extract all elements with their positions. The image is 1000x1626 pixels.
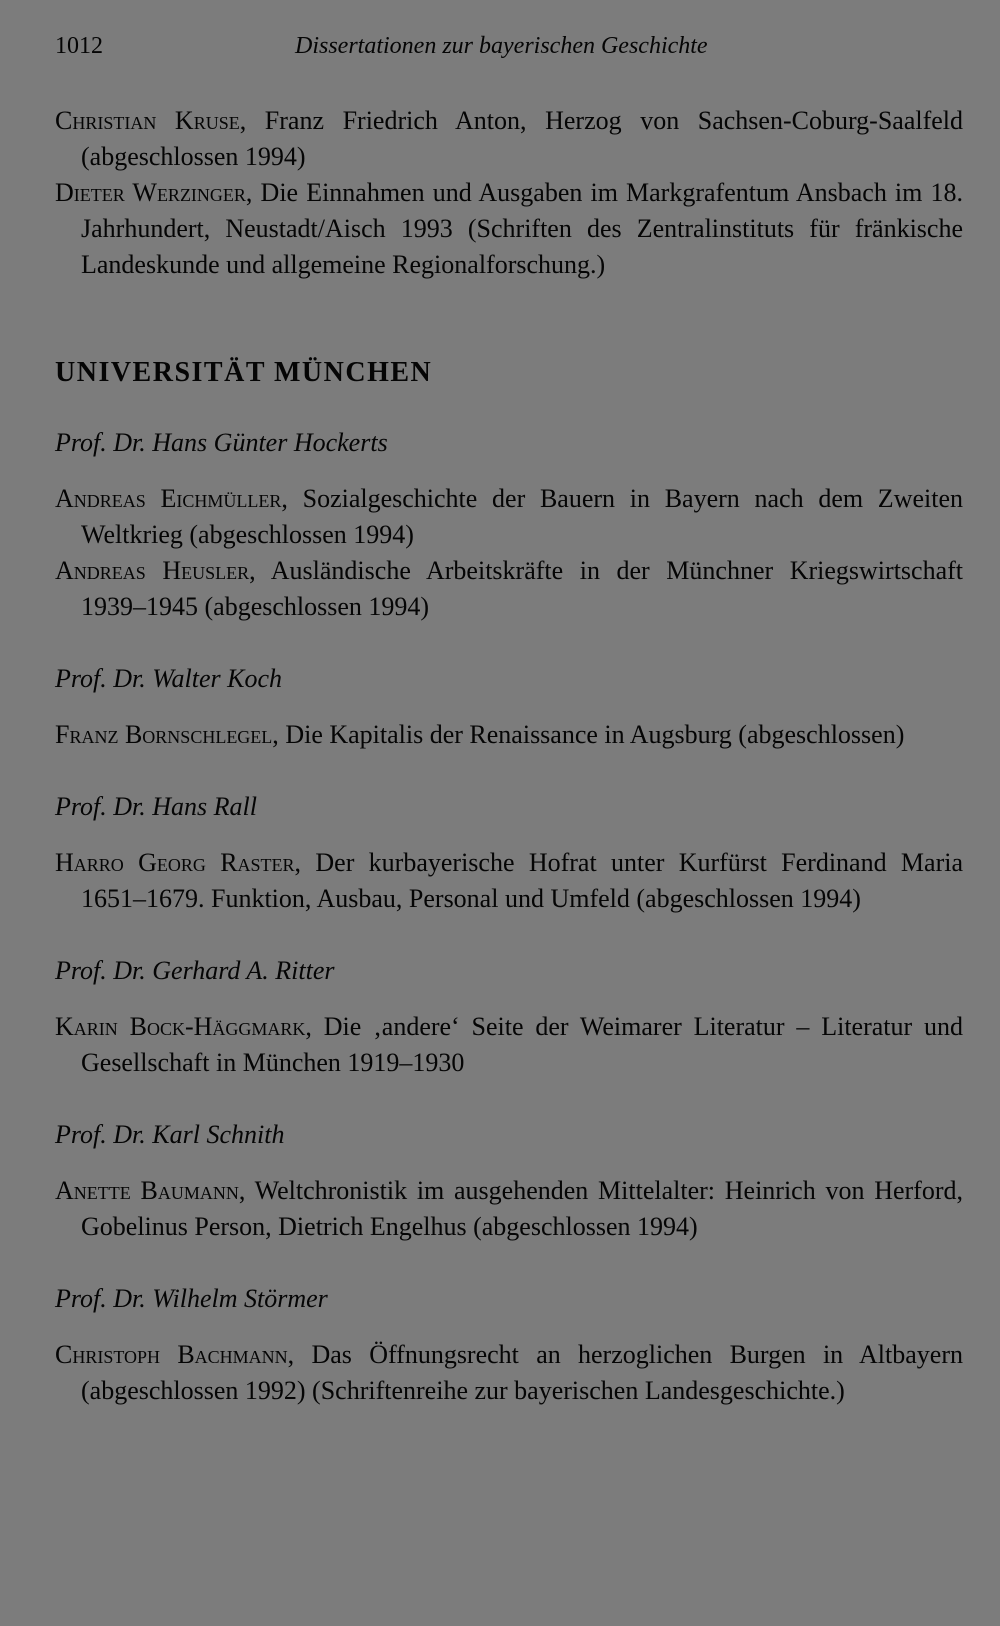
advisor-heading: Prof. Dr. Walter Koch bbox=[55, 664, 283, 693]
bibliography-entry bbox=[55, 845, 963, 917]
running-head bbox=[55, 33, 965, 69]
bibliography-entry bbox=[55, 1173, 963, 1245]
page-number: 1012 bbox=[55, 33, 103, 59]
running-title: Dissertationen zur bayerischen Geschichte bbox=[295, 33, 708, 59]
entry-author: Dieter Werzinger, bbox=[55, 178, 253, 207]
entry-title: Franz Friedrich Anton, Herzog von Sachsen-Coburg-Saalfeld (abgeschlossen 1994) bbox=[81, 106, 963, 171]
entry-author: Christoph Bachmann, bbox=[55, 1340, 295, 1369]
page-content bbox=[55, 103, 963, 1409]
entry-author: Karin Bock-Häggmark, bbox=[55, 1012, 312, 1041]
entry-title: Sozialgeschichte der Bauern in Bayern nach dem Zweiten Weltkrieg (abgeschlossen 1994) bbox=[81, 484, 963, 549]
bibliography-entry bbox=[55, 1009, 963, 1081]
advisor-heading: Prof. Dr. Karl Schnith bbox=[55, 1120, 285, 1149]
entry-author: Andreas Eichmüller, bbox=[55, 484, 288, 513]
entry-author: Harro Georg Raster, bbox=[55, 848, 302, 877]
entry-title: Der kurbayerische Hofrat unter Kurfürst Ferdinand Maria 1651–1679. Funktion, Ausbau, Personal und Umfeld (abgeschlossen 1994) bbox=[81, 848, 963, 913]
entry-title: Ausländische Arbeitskräfte in der Münchner Kriegswirtschaft 1939–1945 (abgeschlossen 1994) bbox=[81, 556, 963, 621]
entry-author: Franz Bornschlegel, bbox=[55, 720, 279, 749]
entry-title: Die Einnahmen und Ausgaben im Markgrafentum Ansbach im 18. Jahrhundert, Neustadt/Aisch 1993 (Schriften des Zentralinstituts für fränkische Landeskunde und allgemeine Regionalforschung.) bbox=[81, 178, 963, 279]
advisor-heading: Prof. Dr. Hans Günter Hockerts bbox=[55, 428, 388, 457]
entry-title: Das Öffnungsrecht an herzoglichen Burgen in Altbayern (abgeschlossen 1992) (Schriftenreihe zur bayerischen Landesgeschichte.) bbox=[81, 1340, 963, 1405]
entry-author: Christian Kruse, bbox=[55, 106, 247, 135]
entry-title: Weltchronistik im ausgehenden Mittelalter: Heinrich von Herford, Gobelinus Person, Dietrich Engelhus (abgeschlossen 1994) bbox=[81, 1176, 963, 1241]
advisor-heading: Prof. Dr. Wilhelm Störmer bbox=[55, 1284, 328, 1313]
bibliography-entry bbox=[55, 481, 963, 553]
advisor-heading: Prof. Dr. Hans Rall bbox=[55, 792, 257, 821]
entry-title: Die ‚andere‘ Seite der Weimarer Literatur – Literatur und Gesellschaft in München 1919–1930 bbox=[81, 1012, 964, 1077]
bibliography-entry bbox=[55, 717, 963, 753]
bibliography-entry bbox=[55, 103, 963, 175]
bibliography-entry bbox=[55, 1337, 963, 1409]
entry-author: Anette Baumann, bbox=[55, 1176, 246, 1205]
document-page bbox=[55, 0, 965, 1626]
section-heading: UNIVERSITÄT MÜNCHEN bbox=[55, 357, 433, 388]
advisor-heading: Prof. Dr. Gerhard A. Ritter bbox=[55, 956, 335, 985]
bibliography-entry bbox=[55, 553, 963, 625]
entry-author: Andreas Heusler, bbox=[55, 556, 256, 585]
bibliography-entry bbox=[55, 175, 963, 283]
entry-title: Die Kapitalis der Renaissance in Augsburg (abgeschlossen) bbox=[278, 720, 905, 749]
